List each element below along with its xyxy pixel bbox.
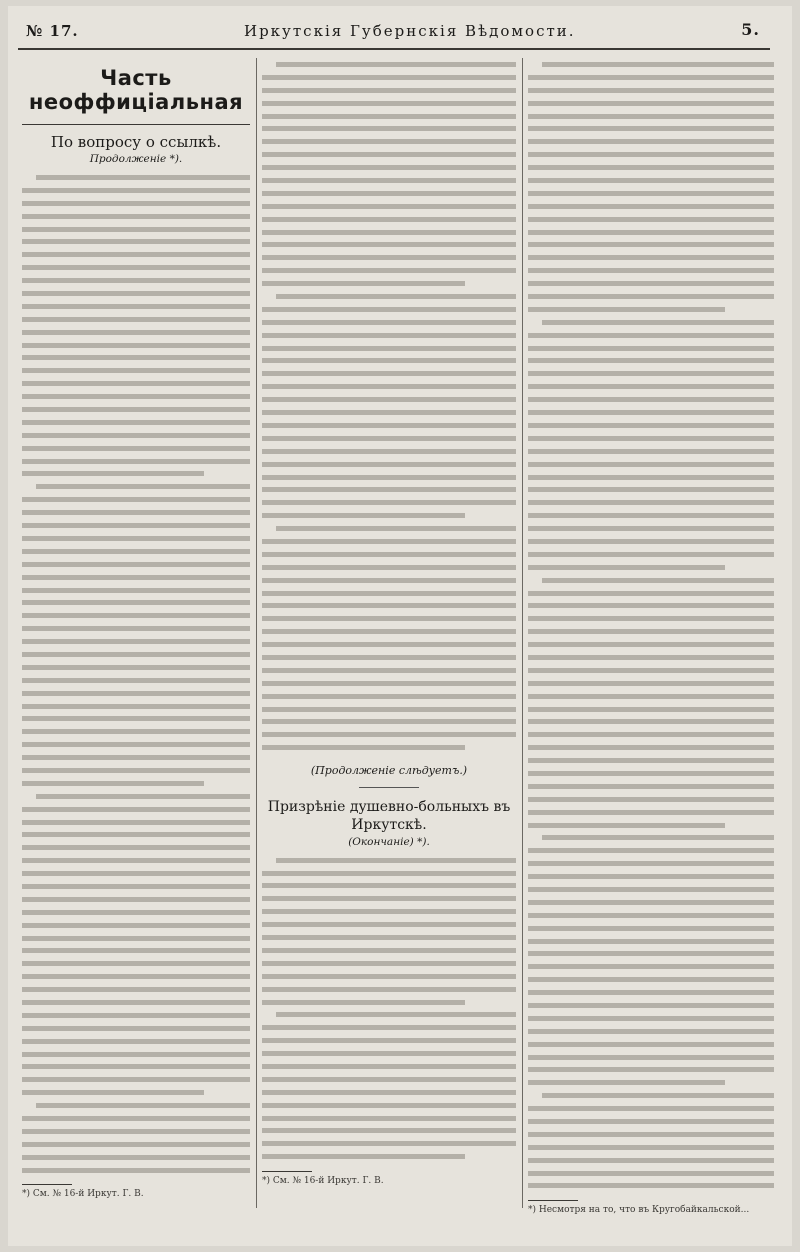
text-line — [528, 947, 774, 960]
text-line — [262, 561, 516, 574]
text-line — [22, 235, 250, 248]
text-line — [528, 1038, 774, 1051]
text-line — [22, 751, 250, 764]
text-line — [528, 767, 774, 780]
text-line — [262, 471, 516, 484]
text-line — [542, 316, 774, 329]
text-line — [262, 548, 516, 561]
text-line — [22, 197, 250, 210]
text-line — [528, 174, 774, 187]
text-line — [528, 638, 774, 651]
column-divider — [522, 58, 523, 1208]
text-line — [22, 700, 250, 713]
text-line — [528, 548, 774, 561]
text-line — [276, 290, 516, 303]
text-line — [22, 816, 250, 829]
footnote: *) См. № 16-й Иркут. Г. В. — [22, 1189, 144, 1200]
text-line — [528, 664, 774, 677]
text-line — [528, 406, 774, 419]
column-3 — [528, 58, 774, 1228]
text-line — [262, 1124, 516, 1137]
text-line — [528, 354, 774, 367]
text-line — [528, 535, 774, 548]
text-line — [528, 148, 774, 161]
text-line — [262, 1099, 516, 1112]
text-line — [22, 558, 250, 571]
text-line — [262, 535, 516, 548]
article-title: Призрѣніе душевно-больныхъ въ Иркутскѣ. — [267, 798, 511, 833]
text-line — [262, 867, 516, 880]
text-line — [22, 609, 250, 622]
text-line — [22, 687, 250, 700]
text-line — [262, 944, 516, 957]
text-line — [528, 1012, 774, 1025]
text-line — [262, 71, 516, 84]
text-line — [22, 351, 250, 364]
text-line — [22, 1022, 250, 1035]
text-line — [542, 58, 774, 71]
text-line — [276, 1008, 516, 1021]
text-line — [22, 764, 250, 777]
text-line — [528, 587, 774, 600]
text-line — [262, 496, 516, 509]
text-line — [262, 316, 516, 329]
text-line — [276, 854, 516, 867]
text-line — [22, 622, 250, 635]
text-line — [262, 918, 516, 931]
text-line — [22, 725, 250, 738]
text-line — [22, 1009, 250, 1022]
text-line — [262, 226, 516, 239]
text-line — [528, 393, 774, 406]
text-line — [528, 303, 725, 316]
text-line — [36, 171, 250, 184]
text-line — [22, 970, 250, 983]
text-line — [262, 148, 516, 161]
text-line — [262, 458, 516, 471]
text-line — [22, 184, 250, 197]
text-line — [262, 251, 516, 264]
text-line — [276, 522, 516, 535]
text-line — [22, 996, 250, 1009]
text-line — [22, 867, 250, 880]
text-line — [528, 883, 774, 896]
text-line — [262, 1137, 516, 1150]
text-line — [262, 690, 516, 703]
text-line — [262, 728, 516, 741]
text-line — [262, 174, 516, 187]
text-line — [262, 432, 516, 445]
text-line — [528, 471, 774, 484]
continued-note: (Продолженіе слѣдуетъ.) — [310, 763, 468, 777]
text-line — [528, 483, 774, 496]
text-line — [22, 906, 250, 919]
text-line — [262, 1060, 516, 1073]
text-line — [262, 238, 516, 251]
text-line — [528, 986, 774, 999]
text-line — [22, 596, 250, 609]
text-line — [22, 210, 250, 223]
text-line — [22, 1125, 250, 1138]
text-line — [22, 1048, 250, 1061]
text-line — [262, 406, 516, 419]
text-line — [528, 71, 774, 84]
text-line — [528, 213, 774, 226]
text-line — [22, 519, 250, 532]
text-line — [528, 819, 725, 832]
text-line — [22, 506, 250, 519]
text-line — [262, 509, 465, 522]
text-line — [528, 1154, 774, 1167]
footnote: *) См. № 16-й Иркут. Г. В. — [262, 1175, 384, 1186]
text-line — [262, 135, 516, 148]
text-line — [528, 187, 774, 200]
text-line — [528, 496, 774, 509]
footnote-rule — [262, 1171, 312, 1172]
text-line — [528, 97, 774, 110]
text-line — [22, 1164, 250, 1177]
text-line — [528, 1063, 774, 1076]
text-line — [22, 223, 250, 236]
text-line — [262, 587, 516, 600]
text-line — [262, 970, 516, 983]
text-line — [528, 561, 725, 574]
text-line — [22, 416, 250, 429]
header-rule — [18, 48, 770, 50]
text-line — [528, 238, 774, 251]
text-line — [22, 841, 250, 854]
text-line — [528, 935, 774, 948]
text-line — [22, 661, 250, 674]
article-subtitle: (Окончаніе) *). — [348, 835, 430, 848]
text-line — [22, 635, 250, 648]
text-line — [22, 377, 250, 390]
text-line — [22, 442, 250, 455]
text-line — [262, 380, 516, 393]
text-line — [22, 261, 250, 274]
text-line — [22, 957, 250, 970]
text-line — [22, 1060, 250, 1073]
text-line — [528, 690, 774, 703]
text-line — [528, 419, 774, 432]
footnote-rule — [22, 1184, 72, 1185]
text-line — [22, 919, 250, 932]
text-line — [36, 790, 250, 803]
text-line — [528, 1179, 774, 1192]
text-line — [528, 754, 774, 767]
text-line — [22, 1112, 250, 1125]
text-line — [262, 1034, 516, 1047]
text-line — [262, 329, 516, 342]
text-line — [528, 651, 774, 664]
text-line — [22, 1138, 250, 1151]
text-line — [528, 1025, 774, 1038]
text-line — [528, 599, 774, 612]
text-line — [262, 393, 516, 406]
text-line — [22, 287, 250, 300]
text-line — [542, 1089, 774, 1102]
article-body — [262, 854, 516, 1163]
text-line — [528, 703, 774, 716]
text-line — [22, 1073, 250, 1086]
text-line — [528, 870, 774, 883]
text-line — [528, 909, 774, 922]
text-line — [22, 712, 250, 725]
text-line — [22, 1151, 250, 1164]
text-line — [528, 251, 774, 264]
text-line — [528, 290, 774, 303]
text-line — [262, 879, 516, 892]
publication-title: Иркутскія Губернскія Вѣдомости. — [244, 22, 576, 40]
text-line — [262, 638, 516, 651]
text-line — [528, 135, 774, 148]
text-line — [22, 339, 250, 352]
text-line — [22, 944, 250, 957]
text-line — [262, 264, 516, 277]
text-line — [22, 932, 250, 945]
text-line — [262, 957, 516, 970]
text-line — [262, 651, 516, 664]
text-line — [528, 973, 774, 986]
text-line — [22, 364, 250, 377]
text-line — [528, 84, 774, 97]
text-line — [262, 931, 516, 944]
text-line — [262, 715, 516, 728]
text-line — [528, 380, 774, 393]
separator — [359, 787, 419, 788]
text-line — [528, 960, 774, 973]
footnote: *) Несмотря на то, что въ Кругобайкальской... — [528, 1204, 750, 1215]
text-line — [22, 429, 250, 442]
text-line — [528, 793, 774, 806]
text-line — [22, 777, 204, 790]
text-line — [528, 432, 774, 445]
text-line — [528, 110, 774, 123]
section-title: Часть неоффиціальная — [28, 66, 244, 114]
text-line — [542, 574, 774, 587]
text-line — [22, 532, 250, 545]
text-line — [528, 1076, 725, 1089]
text-line — [36, 480, 250, 493]
text-line — [22, 248, 250, 261]
text-line — [262, 303, 516, 316]
text-line — [528, 200, 774, 213]
text-line — [528, 1141, 774, 1154]
text-line — [262, 1086, 516, 1099]
text-line — [262, 84, 516, 97]
text-line — [528, 857, 774, 870]
text-line — [262, 367, 516, 380]
article-title: По вопросу о ссылкѣ. — [50, 133, 222, 151]
text-line — [262, 1073, 516, 1086]
text-line — [262, 354, 516, 367]
text-line — [528, 161, 774, 174]
text-line — [22, 390, 250, 403]
column-1 — [22, 58, 250, 1228]
text-line — [262, 200, 516, 213]
text-line — [528, 728, 774, 741]
text-line — [22, 854, 250, 867]
text-line — [262, 97, 516, 110]
article-body — [528, 58, 774, 1192]
text-line — [528, 677, 774, 690]
text-line — [262, 1021, 516, 1034]
text-line — [262, 213, 516, 226]
section-rule — [22, 124, 250, 125]
article-body — [22, 171, 250, 1176]
text-line — [262, 625, 516, 638]
text-line — [528, 1051, 774, 1064]
text-line — [22, 467, 204, 480]
text-line — [528, 844, 774, 857]
text-line — [528, 922, 774, 935]
text-line — [528, 780, 774, 793]
text-line — [22, 738, 250, 751]
text-line — [528, 367, 774, 380]
text-line — [262, 703, 516, 716]
text-line — [22, 584, 250, 597]
column-2 — [262, 58, 516, 1228]
text-line — [22, 648, 250, 661]
text-line — [528, 264, 774, 277]
text-line — [262, 574, 516, 587]
text-line — [262, 892, 516, 905]
text-line — [528, 458, 774, 471]
page-number: 5. — [741, 20, 760, 39]
page-header — [14, 18, 770, 44]
text-line — [22, 571, 250, 584]
text-line — [22, 674, 250, 687]
text-line — [262, 612, 516, 625]
text-line — [528, 896, 774, 909]
text-line — [262, 599, 516, 612]
text-line — [22, 1035, 250, 1048]
text-line — [262, 445, 516, 458]
text-line — [528, 277, 774, 290]
text-line — [528, 522, 774, 535]
text-line — [528, 999, 774, 1012]
text-line — [262, 110, 516, 123]
text-line — [262, 277, 465, 290]
text-line — [528, 226, 774, 239]
text-line — [528, 509, 774, 522]
text-line — [528, 806, 774, 819]
article-subtitle: Продолженіе *). — [89, 153, 183, 165]
text-line — [528, 342, 774, 355]
text-line — [528, 1102, 774, 1115]
text-line — [262, 122, 516, 135]
text-line — [36, 1099, 250, 1112]
text-line — [262, 419, 516, 432]
text-line — [528, 1128, 774, 1141]
text-line — [22, 403, 250, 416]
text-line — [528, 329, 774, 342]
text-line — [262, 161, 516, 174]
text-line — [528, 612, 774, 625]
text-line — [22, 828, 250, 841]
issue-number: № 17. — [26, 22, 79, 40]
text-line — [528, 122, 774, 135]
text-line — [262, 664, 516, 677]
text-line — [262, 1047, 516, 1060]
column-divider — [256, 58, 257, 1208]
text-line — [22, 545, 250, 558]
footnote-rule — [528, 1200, 578, 1201]
text-line — [22, 313, 250, 326]
text-line — [276, 58, 516, 71]
text-line — [22, 326, 250, 339]
text-line — [528, 741, 774, 754]
article-body — [262, 58, 516, 754]
text-line — [262, 677, 516, 690]
text-line — [22, 493, 250, 506]
text-line — [528, 1167, 774, 1180]
text-line — [262, 905, 516, 918]
text-line — [22, 880, 250, 893]
text-line — [262, 483, 516, 496]
text-line — [22, 274, 250, 287]
text-line — [22, 455, 250, 468]
text-line — [262, 1150, 465, 1163]
text-line — [528, 445, 774, 458]
text-line — [262, 342, 516, 355]
text-line — [262, 996, 465, 1009]
text-line — [528, 625, 774, 638]
text-line — [262, 187, 516, 200]
text-line — [262, 1112, 516, 1125]
text-line — [22, 1086, 204, 1099]
text-line — [262, 741, 465, 754]
text-line — [528, 1115, 774, 1128]
text-line — [542, 831, 774, 844]
text-line — [262, 983, 516, 996]
text-line — [528, 715, 774, 728]
text-line — [22, 893, 250, 906]
text-line — [22, 803, 250, 816]
text-line — [22, 983, 250, 996]
text-line — [22, 300, 250, 313]
